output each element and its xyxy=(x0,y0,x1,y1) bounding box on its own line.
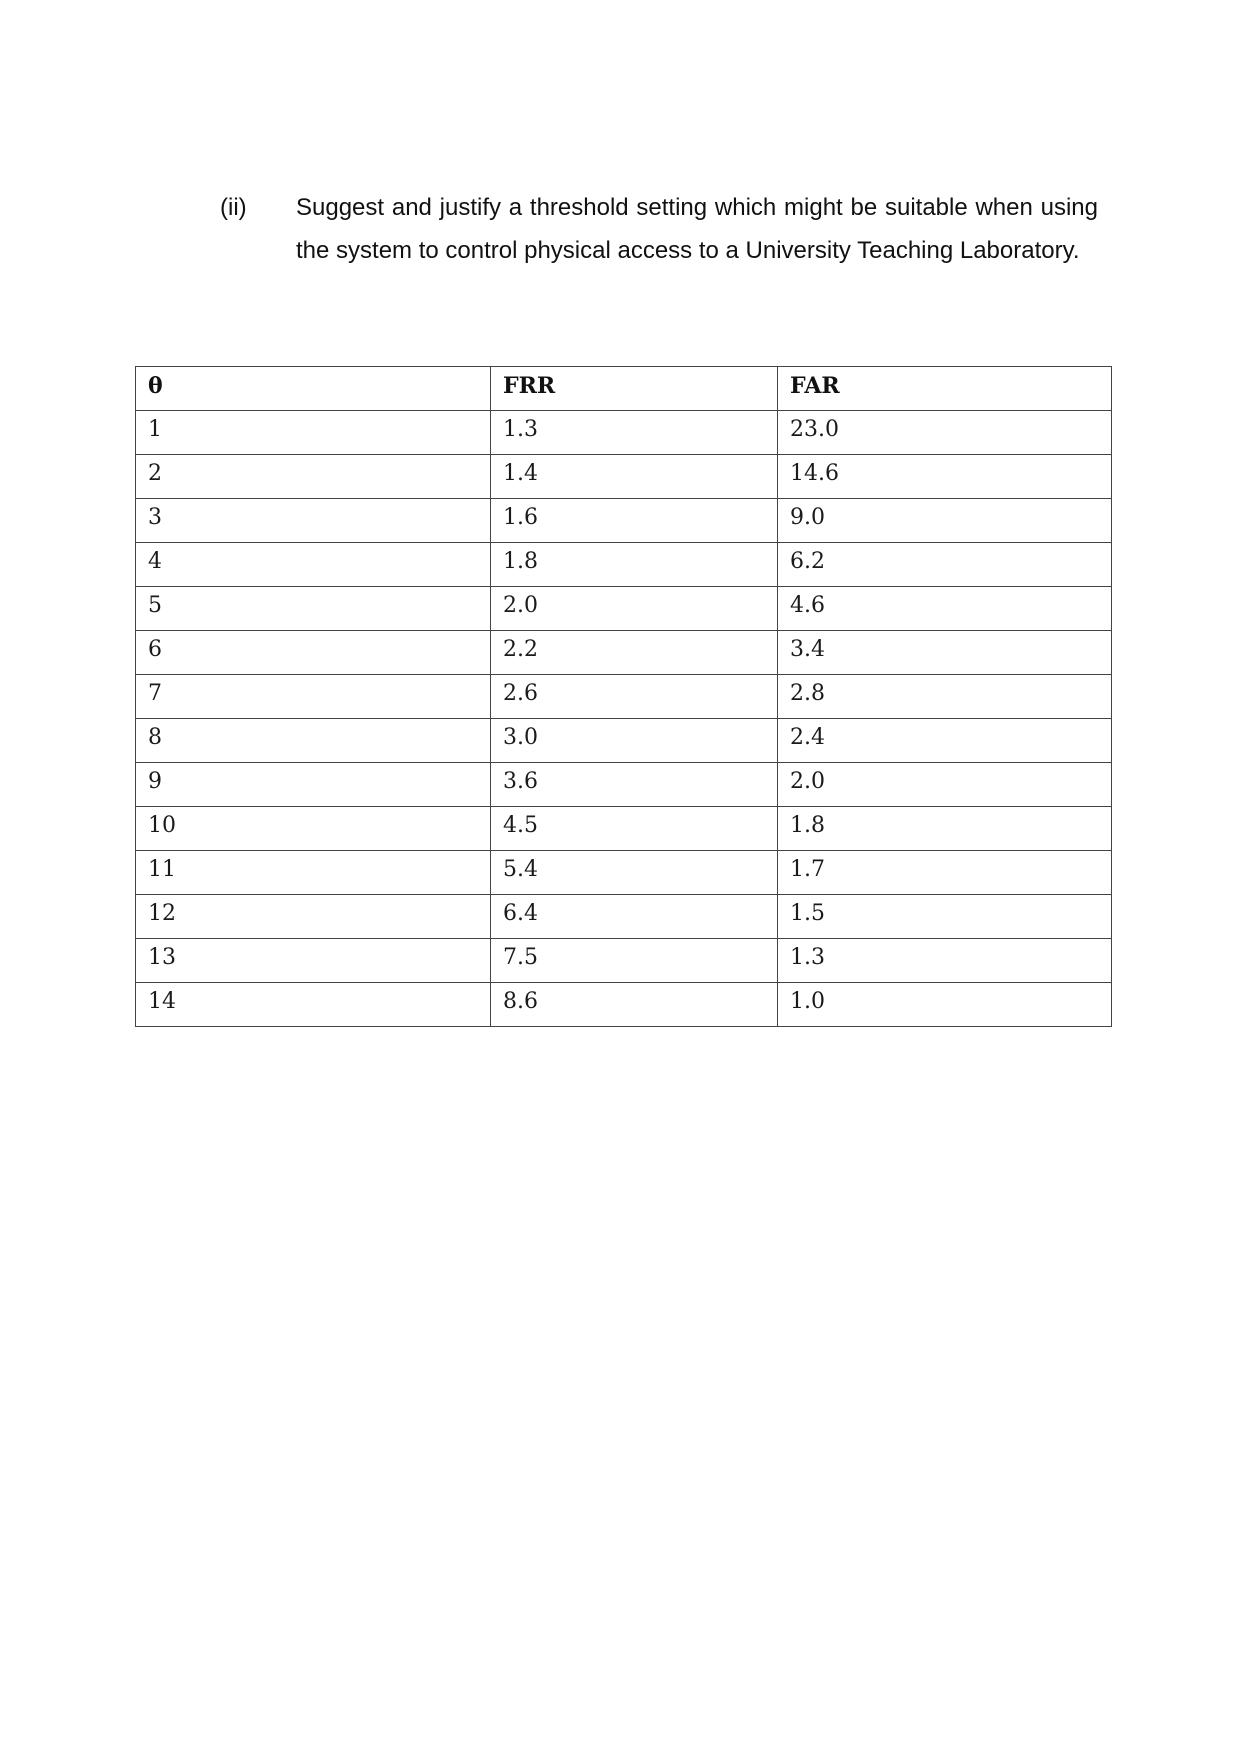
table-row xyxy=(136,851,1112,895)
cell-theta: 3 xyxy=(136,499,491,543)
cell-theta: 9 xyxy=(136,763,491,807)
cell-frr: 3.6 xyxy=(491,763,778,807)
table-row xyxy=(136,939,1112,983)
cell-frr: 1.4 xyxy=(491,455,778,499)
cell-theta: 8 xyxy=(136,719,491,763)
cell-frr: 1.3 xyxy=(491,411,778,455)
cell-frr: 2.2 xyxy=(491,631,778,675)
table-row xyxy=(136,411,1112,455)
cell-far: 1.3 xyxy=(778,939,1112,983)
question-number: (ii) xyxy=(220,194,247,221)
table-row xyxy=(136,763,1112,807)
cell-far: 1.5 xyxy=(778,895,1112,939)
table-row xyxy=(136,895,1112,939)
cell-theta: 1 xyxy=(136,411,491,455)
cell-theta: 10 xyxy=(136,807,491,851)
cell-theta: 4 xyxy=(136,543,491,587)
threshold-table xyxy=(135,366,1112,1027)
question-block xyxy=(220,186,1098,272)
table-row xyxy=(136,631,1112,675)
cell-frr: 1.6 xyxy=(491,499,778,543)
table-row xyxy=(136,455,1112,499)
question-text: Suggest and justify a threshold setting which might be suitable when using the system to control physical access to a University Teaching Laboratory. xyxy=(296,194,1098,264)
cell-far: 3.4 xyxy=(778,631,1112,675)
header-far: FAR xyxy=(778,367,1112,411)
table-row xyxy=(136,675,1112,719)
table-row xyxy=(136,499,1112,543)
table-row xyxy=(136,983,1112,1027)
table-header-row xyxy=(136,367,1112,411)
cell-frr: 6.4 xyxy=(491,895,778,939)
cell-theta: 6 xyxy=(136,631,491,675)
cell-far: 1.8 xyxy=(778,807,1112,851)
cell-theta: 12 xyxy=(136,895,491,939)
table-row xyxy=(136,719,1112,763)
cell-far: 4.6 xyxy=(778,587,1112,631)
table-row xyxy=(136,587,1112,631)
cell-theta: 13 xyxy=(136,939,491,983)
cell-far: 2.0 xyxy=(778,763,1112,807)
cell-frr: 2.6 xyxy=(491,675,778,719)
header-theta: θ xyxy=(136,367,491,411)
cell-theta: 2 xyxy=(136,455,491,499)
cell-far: 9.0 xyxy=(778,499,1112,543)
cell-far: 2.4 xyxy=(778,719,1112,763)
cell-far: 6.2 xyxy=(778,543,1112,587)
cell-far: 14.6 xyxy=(778,455,1112,499)
cell-far: 2.8 xyxy=(778,675,1112,719)
cell-theta: 14 xyxy=(136,983,491,1027)
cell-frr: 4.5 xyxy=(491,807,778,851)
header-frr: FRR xyxy=(491,367,778,411)
table-row xyxy=(136,807,1112,851)
cell-theta: 5 xyxy=(136,587,491,631)
cell-far: 23.0 xyxy=(778,411,1112,455)
cell-theta: 7 xyxy=(136,675,491,719)
cell-frr: 8.6 xyxy=(491,983,778,1027)
cell-frr: 7.5 xyxy=(491,939,778,983)
table-row xyxy=(136,543,1112,587)
cell-far: 1.7 xyxy=(778,851,1112,895)
cell-frr: 1.8 xyxy=(491,543,778,587)
cell-theta: 11 xyxy=(136,851,491,895)
cell-frr: 3.0 xyxy=(491,719,778,763)
cell-far: 1.0 xyxy=(778,983,1112,1027)
cell-frr: 2.0 xyxy=(491,587,778,631)
cell-frr: 5.4 xyxy=(491,851,778,895)
